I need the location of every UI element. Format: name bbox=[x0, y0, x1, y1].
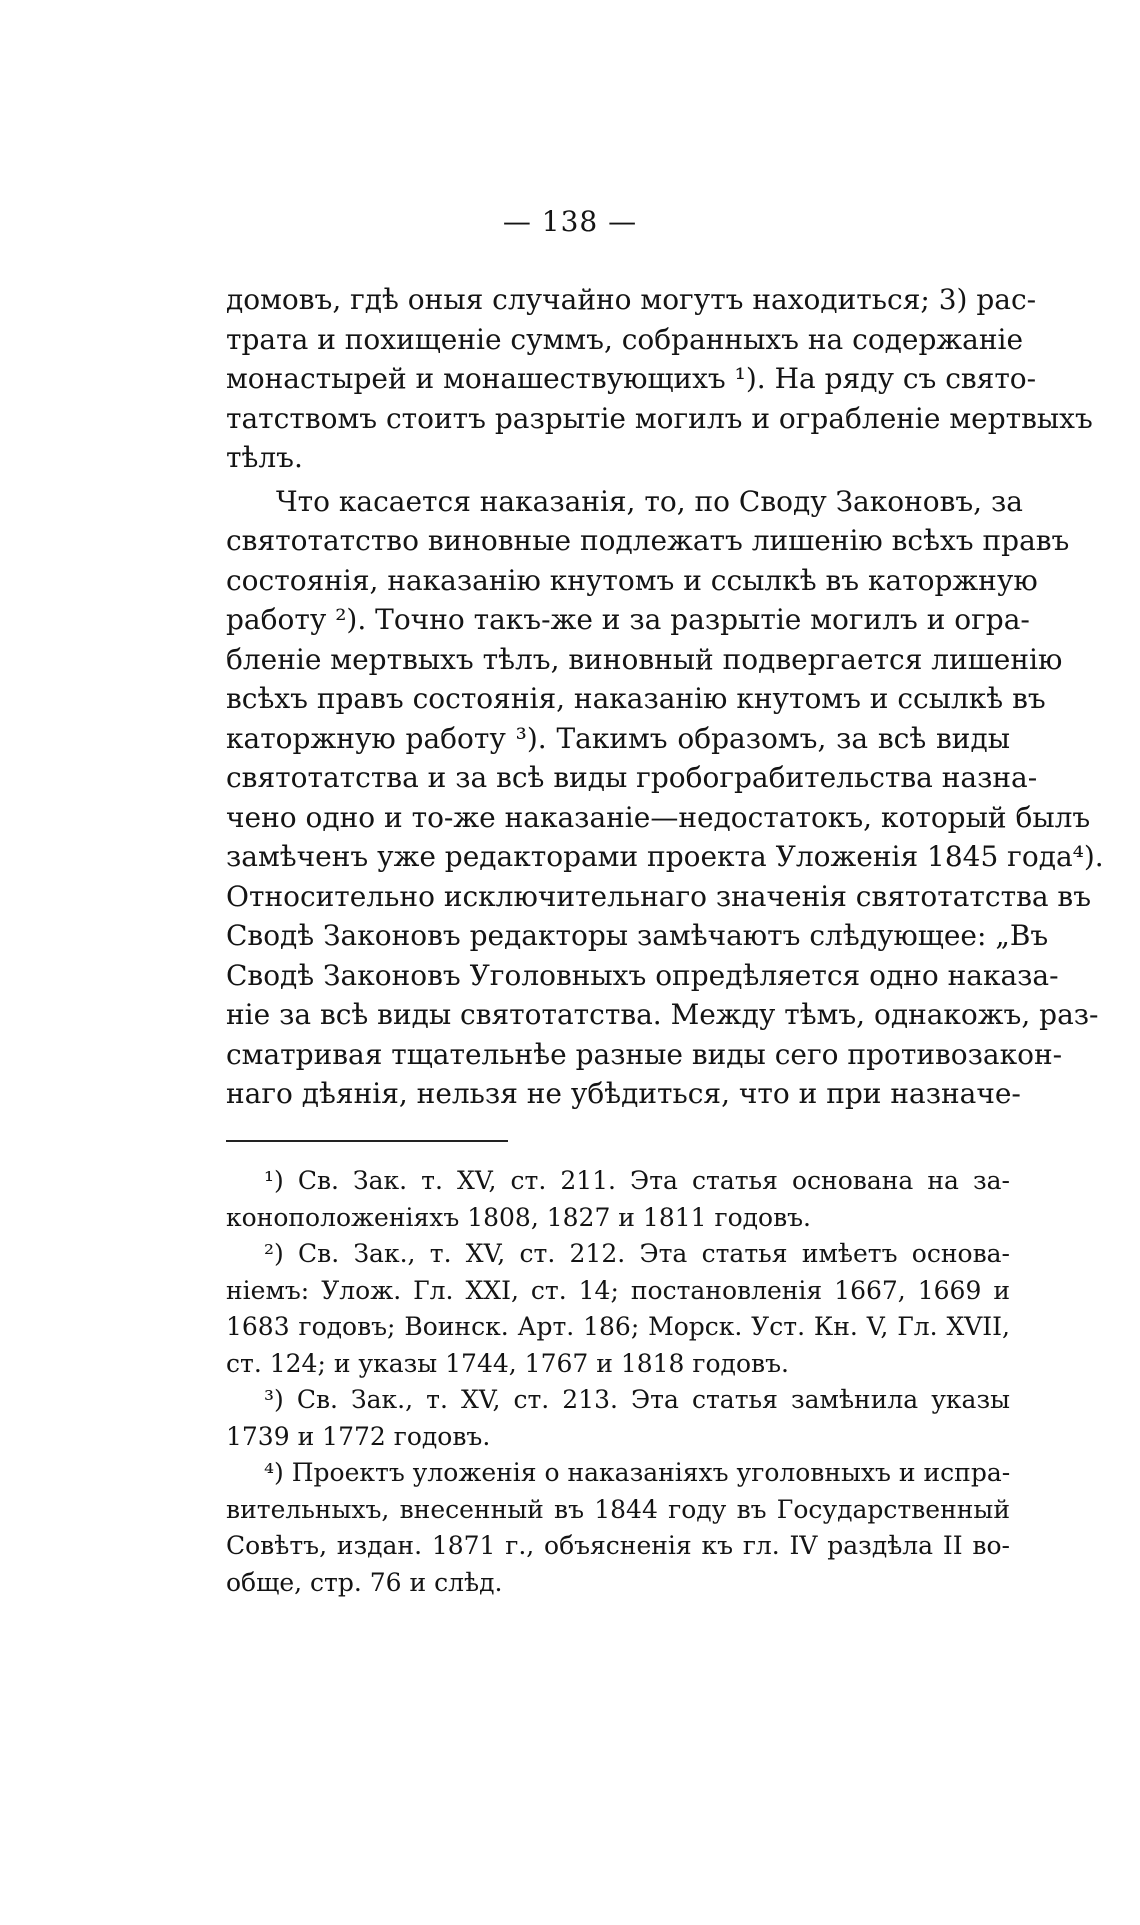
body-line: наго дѣянія, нельзя не убѣдиться, что и при назначе- bbox=[226, 1077, 1021, 1110]
footnote-line: ³) Св. Зак., т. XV, ст. 213. Эта статья замѣнила указы bbox=[264, 1385, 1010, 1414]
footnote-line: 1683 годовъ; Воинск. Арт. 186; Морск. Уст. Кн. V, Гл. XVII, bbox=[226, 1312, 1010, 1341]
body-line: трата и похищеніе суммъ, собранныхъ на содержаніе bbox=[226, 322, 1024, 356]
body-line: Что касается наказанія, то, по Своду Законовъ, за bbox=[276, 484, 1023, 518]
body-line: всѣхъ правъ состоянія, наказанію кнутомъ и ссылкѣ въ bbox=[226, 682, 1046, 715]
body-line: монастырей и монашествующихъ ¹). На ряду съ свято- bbox=[226, 362, 1037, 395]
footnote-line: ст. 124; и указы 1744, 1767 и 1818 годовъ. bbox=[226, 1348, 789, 1378]
page-number: — 138 — bbox=[502, 205, 638, 238]
body-line: ніе за всѣ виды святотатства. Между тѣмъ, однакожъ, раз- bbox=[226, 998, 1099, 1031]
main-text bbox=[226, 280, 1104, 1114]
body-line: чено одно и то-же наказаніе—недостатокъ, который былъ bbox=[226, 800, 1091, 834]
footnote-line: коноположеніяхъ 1808, 1827 и 1811 годовъ. bbox=[226, 1202, 811, 1232]
body-line: замѣченъ уже редакторами проекта Уложенія 1845 года⁴). bbox=[226, 840, 1104, 873]
body-line: Сводѣ Законовъ Уголовныхъ опредѣляется одно наказа- bbox=[226, 958, 1059, 992]
footnotes bbox=[226, 1163, 1010, 1601]
body-line: Сводѣ Законовъ редакторы замѣчаютъ слѣдующее: „Въ bbox=[226, 919, 1049, 952]
body-line: татствомъ стоитъ разрытіе могилъ и ограбленіе мертвыхъ bbox=[226, 401, 1093, 435]
footnote-line: ніемъ: Улож. Гл. XXI, ст. 14; постановленія 1667, 1669 и bbox=[226, 1275, 1010, 1305]
footnote-line: ⁴) Проектъ уложенія о наказаніяхъ уголовныхъ и испра- bbox=[264, 1458, 1011, 1487]
body-line: каторжную работу ³). Такимъ образомъ, за всѣ виды bbox=[226, 721, 1010, 755]
body-line: сматривая тщательнѣе разные виды сего противозакон- bbox=[226, 1037, 1063, 1071]
body-line: домовъ, гдѣ оныя случайно могутъ находиться; 3) рас- bbox=[226, 283, 1037, 316]
footnote-line: Совѣтъ, издан. 1871 г., объясненія къ гл. IV раздѣла II во- bbox=[226, 1531, 1010, 1560]
body-line: святотатства и за всѣ виды гробограбительства назна- bbox=[226, 761, 1038, 794]
footnote-line: 1739 и 1772 годовъ. bbox=[226, 1421, 491, 1451]
body-line: тѣлъ. bbox=[226, 441, 303, 474]
footnote-line: ²) Св. Зак., т. XV, ст. 212. Эта статья имѣетъ основа- bbox=[264, 1239, 1010, 1268]
body-line: работу ²). Точно такъ-же и за разрытіе могилъ и огра- bbox=[226, 603, 1030, 636]
footnote-line: обще, стр. 76 и слѣд. bbox=[226, 1567, 503, 1597]
body-line: Относительно исключительнаго значенія святотатства въ bbox=[226, 879, 1092, 913]
body-line: святотатство виновные подлежатъ лишенію всѣхъ правъ bbox=[226, 524, 1070, 557]
footnote-line: вительныхъ, внесенный въ 1844 году въ Государственный bbox=[226, 1494, 1010, 1524]
body-line: бленіе мертвыхъ тѣлъ, виновный подвергается лишенію bbox=[226, 642, 1063, 676]
footnote-divider bbox=[226, 1140, 508, 1142]
footnote-line: ¹) Св. Зак. т. XV, ст. 211. Эта статья основана на за- bbox=[264, 1166, 1010, 1195]
body-line: состоянія, наказанію кнутомъ и ссылкѣ въ каторжную bbox=[226, 563, 1038, 597]
